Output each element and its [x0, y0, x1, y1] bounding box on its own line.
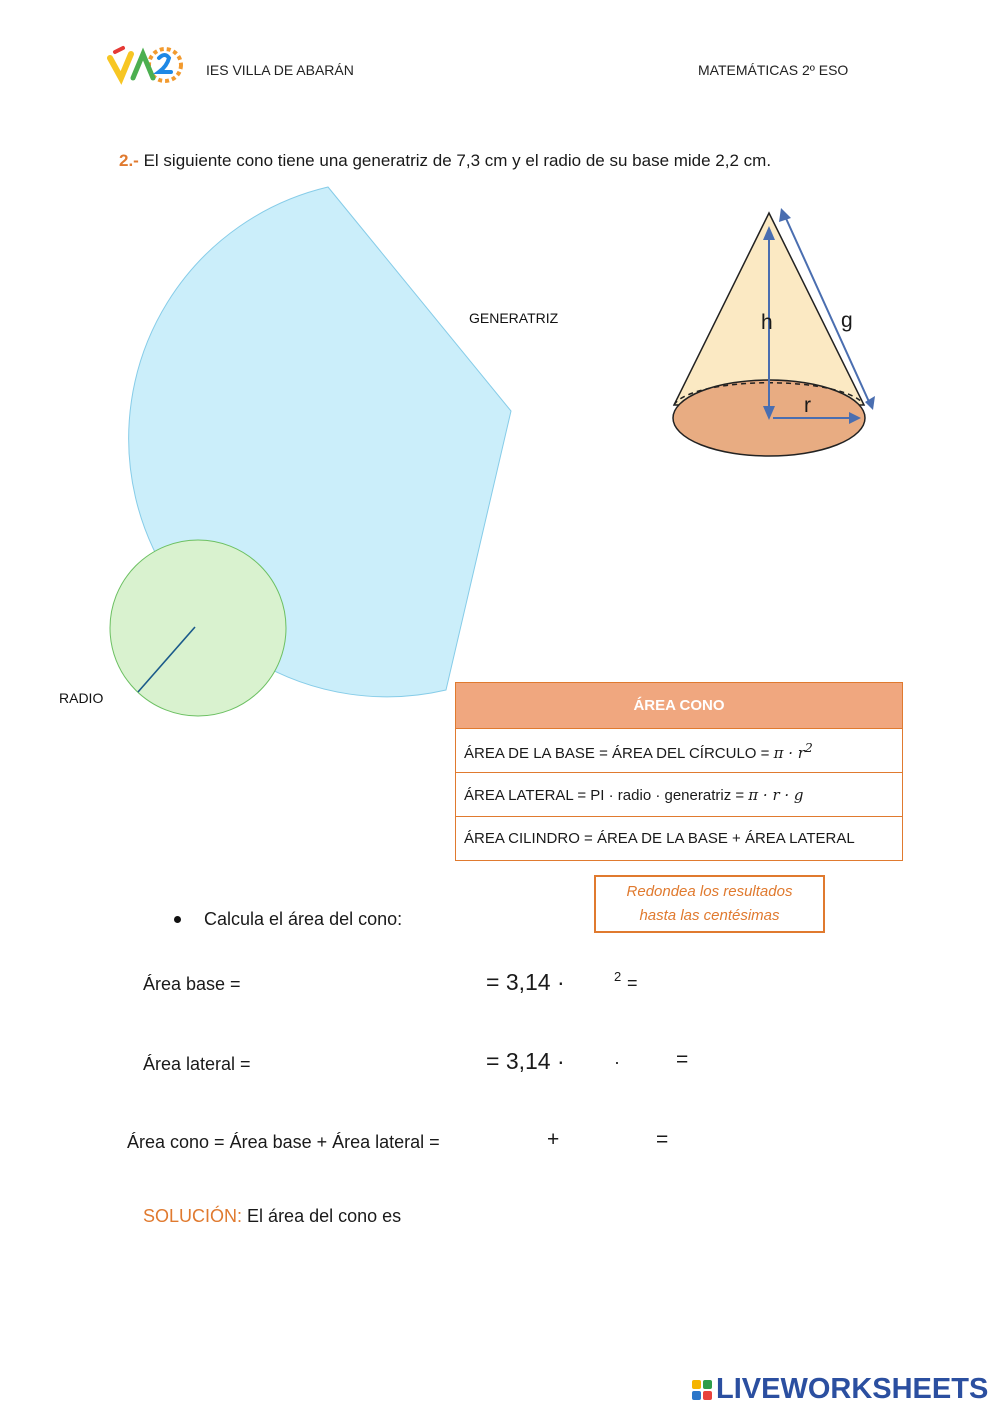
- area-cone-equals: =: [656, 1128, 669, 1151]
- solution-input[interactable]: [420, 1200, 620, 1234]
- cone-h-label: h: [761, 311, 773, 334]
- area-cone-plus: +: [547, 1128, 560, 1151]
- area-base-result-input[interactable]: [645, 964, 765, 1000]
- area-lateral-label: Área lateral =: [143, 1054, 251, 1074]
- formula-row-base: ÁREA DE LA BASE = ÁREA DEL CÍRCULO = $\pi \cdot r^2$: [456, 729, 903, 773]
- area-base-equals: =: [627, 973, 638, 993]
- rounding-note: Redondea los resultados hasta las centésimas: [594, 875, 825, 933]
- question-number: 2.-: [119, 151, 139, 170]
- radio-label: RADIO: [59, 690, 104, 706]
- cone-net-figure: [100, 180, 530, 725]
- solution-line: [143, 1206, 401, 1227]
- liveworksheets-wordmark: LIVEWORKSHEETS: [716, 1373, 989, 1405]
- area-lateral-eq: = 3,14 ·: [486, 1048, 565, 1074]
- area-lateral-dot: ·: [614, 1052, 620, 1072]
- formula-row-lateral: ÁREA LATERAL = PI · radio · generatriz = π · r · g: [456, 773, 903, 817]
- cone-g-label: g: [841, 309, 853, 332]
- formula-table: [455, 682, 903, 861]
- formula-row-total: ÁREA CILINDRO = ÁREA DE LA BASE + ÁREA LATERAL: [456, 817, 903, 861]
- bullet-icon: [174, 916, 181, 923]
- base-circle: [110, 540, 286, 716]
- subject-name: MATEMÁTICAS 2º ESO: [698, 62, 849, 78]
- area-cone-result-input[interactable]: [678, 1124, 798, 1160]
- area-cone-base-input[interactable]: [466, 1124, 542, 1160]
- liveworksheets-brand: [692, 1373, 988, 1406]
- area-base-eq: = 3,14 ·: [486, 969, 565, 995]
- area-lateral-result-input[interactable]: [696, 1044, 816, 1080]
- area-lateral-generatriz-input[interactable]: [624, 1044, 670, 1080]
- solution-key: SOLUCIÓN:: [143, 1206, 243, 1226]
- liveworksheets-logo-icon: [692, 1380, 712, 1400]
- cone-r-label: r: [804, 394, 811, 417]
- area-cone-lateral-input[interactable]: [568, 1124, 648, 1160]
- generatriz-label: GENERATRIZ: [469, 310, 559, 326]
- school-logo: [107, 44, 183, 86]
- solution-text: El área del cono es: [247, 1206, 402, 1226]
- area-lateral-equals: =: [676, 1048, 689, 1071]
- question-statement: [119, 151, 771, 171]
- question-text: El siguiente cono tiene una generatriz de 7,3 cm y el radio de su base mide 2,2 cm.: [143, 151, 772, 170]
- area-cone-label: Área cono = Área base + Área lateral =: [127, 1132, 440, 1152]
- formula-table-title: ÁREA CONO: [456, 683, 903, 729]
- school-name: IES VILLA DE ABARÁN: [206, 62, 354, 78]
- area-lateral-radius-input[interactable]: [570, 1044, 610, 1080]
- area-base-radius-input[interactable]: [568, 964, 612, 1000]
- task-text: Calcula el área del cono:: [204, 909, 403, 929]
- area-base-sup: 2: [614, 969, 622, 984]
- area-base-label: Área base =: [143, 974, 241, 994]
